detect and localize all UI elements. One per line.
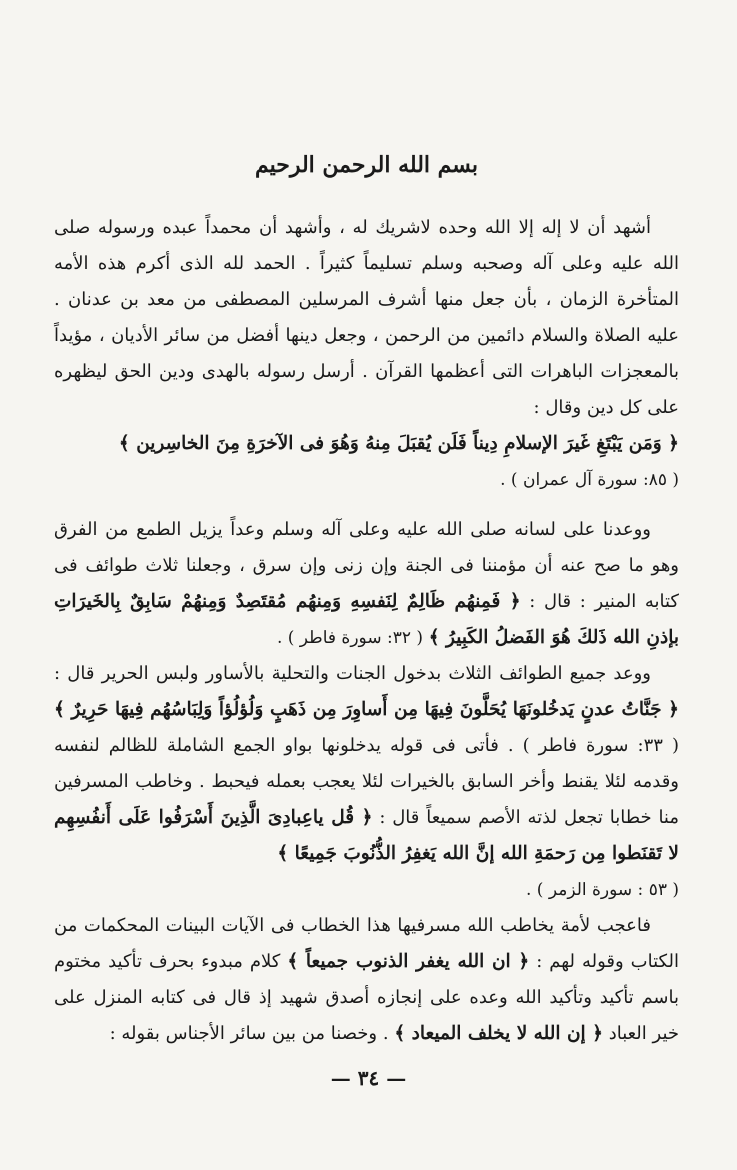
verse-reference-1 — [54, 462, 679, 498]
verse-text: ﴿ ان الله يغفر الذنوب جميعاً ﴾ — [287, 951, 530, 972]
reference-text: ( ٥٣ : سورة الزمر ) . — [525, 880, 679, 900]
third-paragraph — [54, 656, 679, 872]
reference-text: ( ٨٥: سورة آل عمران ) . — [500, 470, 679, 490]
paragraph-text: ووعد جميع الطوائف الثلاث بدخول الجنات والتحلية بالأساور ولبس الحرير قال : — [54, 663, 651, 684]
quran-verse-1 — [54, 426, 679, 462]
second-paragraph — [54, 512, 679, 656]
opening-paragraph — [54, 210, 679, 426]
verse-text: ﴿ جَنَّاتُ عدنٍ يَدخُلونَهَا يُحَلَّونَ فِيهَا مِن أَساوِرَ مِن ذَهَبٍ وَلُؤلُؤاً وَلِبَاسُهُم فِيهَا حَرِيرٌ ﴾ — [54, 699, 679, 720]
paragraph-text: . وخصنا من بين سائر الأجناس بقوله : — [109, 1023, 389, 1044]
verse-text: ﴿ قُل ياعِبادِىَ الَّذِينَ أَسْرَفُوا عَلَى أَنفُسِهِم لا تَقنَطوا مِن رَحمَةِ الله إنَّ الله يَغفِرُ الذُّنُوبَ جَمِيعًا ﴾ — [54, 807, 679, 864]
paragraph-text: فاعجب لأمة يخاطب الله مسرفيها هذا الخطاب فى الآيات البينات المحكمات من الكتاب وقوله لهم : — [54, 915, 679, 972]
basmala-heading: بسم الله الرحمن الرحيم — [254, 152, 479, 178]
verse-reference-4 — [54, 872, 679, 908]
opening-text: أشهد أن لا إله إلا الله وحده لاشريك له ، وأشهد أن محمداً عبده ورسوله صلى الله عليه وعلى آله وصحبه وسلم تسليماً كثيراً . الحمد لله الذى أكرم هذه الأمه المتأخرة الزمان ، بأن جعل منها أشرف المرسلين المصطفى من معد بن عدنان . عليه الصلاة والسلام دائمين من الرحمن ، وجعل دينها أفضل من سائر الأديان ، مؤيداً بالمعجزات الباهرات التى أعظمها القرآن . أرسل رسوله بالهدى ودين الحق ليظهره على كل دين وقال : — [54, 217, 679, 418]
paragraph-text: كلام مبدوء بحرف تأكيد مختوم باسم تأكيد وتأكيد الله وعده على إنجازه أصدق شهيد إذ قال فى كتابه المنزل على خير العباد — [54, 951, 679, 1044]
page-body — [54, 150, 679, 1052]
reference-text: ( ٣٢: سورة فاطر ) . — [276, 628, 424, 648]
paragraph-text: ووعدنا على لسانه صلى الله عليه وعلى آله وسلم وعداً يزيل الطمع من الفرق وهو ما صح عنه أن مؤمننا فى الجنة وإن زنى وإن سرق ، وجعلنا ثلاث طوائف فى كتابه المنير : قال : — [54, 519, 680, 612]
verse-text: ﴿ وَمَن يَبْتَغِ غَيرَ الإسلامِ دِيناً فَلَن يُقبَلَ مِنهُ وَهُوَ فى الآخرَةِ مِنَ الخاسِرين ﴾ — [118, 433, 679, 454]
fifth-paragraph — [54, 908, 679, 1052]
verse-text: ﴿ إن الله لا يخلف الميعاد ﴾ — [394, 1023, 603, 1044]
page-number: — ٣٤ — — [330, 1066, 407, 1090]
paragraph-text: ( ٣٣: سورة فاطر ) . فأتى فى قوله يدخلونها بواو الجمع الشاملة للظالم لنفسه وقدمه لئلا يقنط وأخر السابق بالخيرات لئلا يعجب بعمله فيحبط . وخاطب المسرفين منا خطابا تجعل لذته الأصم سميعاً قال : — [54, 735, 679, 828]
verse-text: ﴿ فَمِنهُم ظَالِمٌ لِنَفسِهِ وَمِنهُم مُقتَصِدٌ وَمِنهُمْ سَابِقٌ بِالخَيرَاتِ بإذنِ الله ذَلكَ هُوَ الفَضلُ الكَبِيرُ ﴾ — [54, 591, 679, 648]
